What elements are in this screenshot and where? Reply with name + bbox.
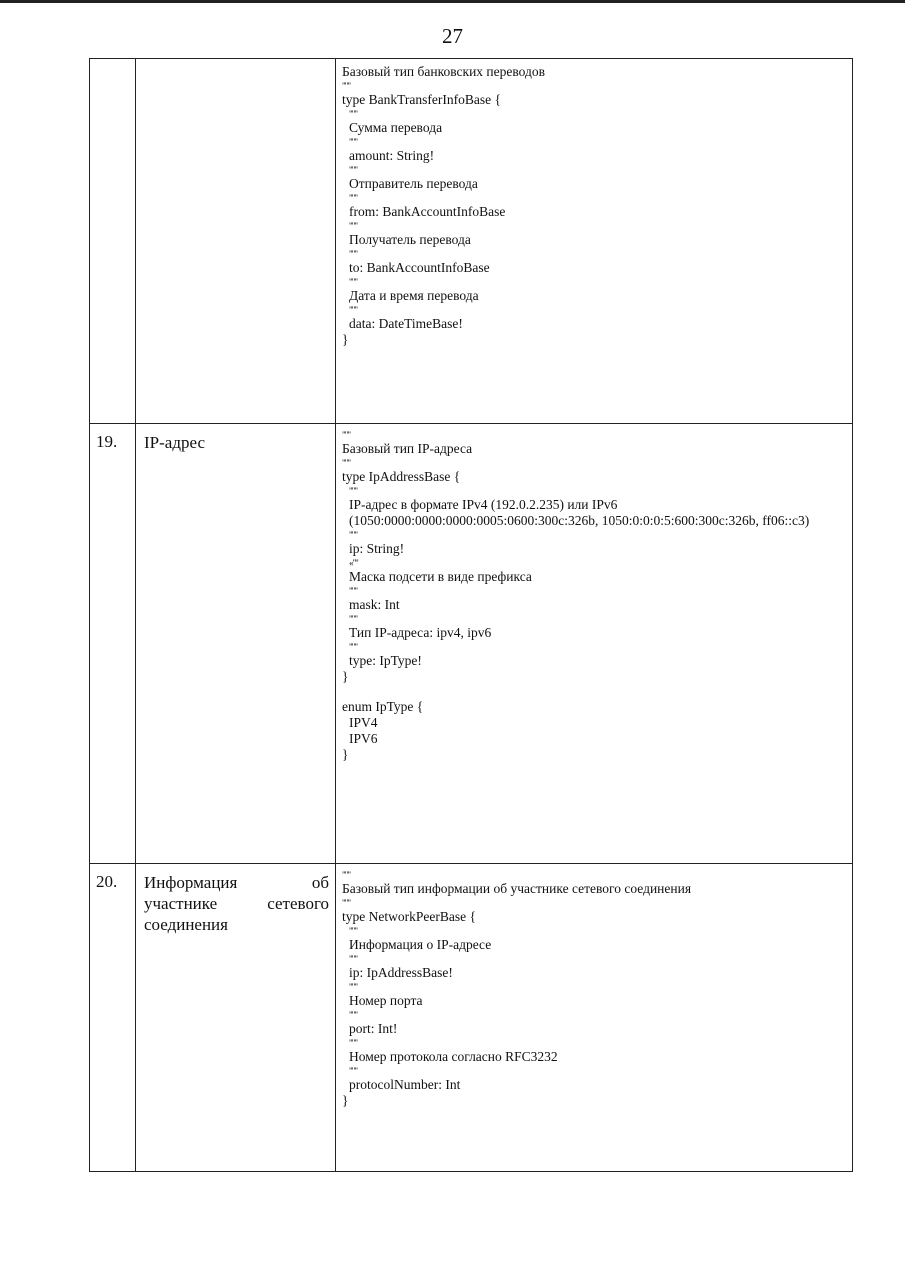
code-cell: [336, 59, 853, 424]
row-number-cell: 19.: [90, 424, 136, 864]
code-quote-marker: """: [349, 193, 358, 203]
code-quote-marker: """: [349, 1038, 358, 1048]
code-quote-marker: """: [349, 305, 358, 315]
code-quote-marker: """: [349, 277, 358, 287]
code-quote-marker: """: [349, 1066, 358, 1076]
page-number: 27: [442, 24, 463, 48]
row-number-cell: 20.: [90, 864, 136, 1172]
code-quote-marker: «"": [349, 558, 358, 568]
code-line: type IpAddressBase {: [342, 469, 461, 484]
code-line: Номер порта: [349, 993, 423, 1008]
code-gap: [342, 685, 848, 699]
code-line: port: Int!: [349, 1021, 398, 1036]
code-cell: [336, 424, 853, 864]
code-line: from: BankAccountInfoBase: [349, 204, 506, 219]
code-line: mask: Int: [349, 597, 400, 612]
code-line: IPV4: [349, 715, 378, 730]
code-quote-marker: """: [349, 165, 358, 175]
code-line: Маска подсети в виде префикса: [349, 569, 532, 584]
code-quote-marker: """: [342, 430, 351, 440]
code-line: }: [342, 747, 349, 762]
code-quote-marker: """: [349, 530, 358, 540]
code-quote-marker: """: [349, 642, 358, 652]
code-quote-marker: """: [342, 81, 351, 91]
code-line: type: IpType!: [349, 653, 422, 668]
code-line: Базовый тип банковских переводов: [342, 64, 546, 79]
code-line: Номер протокола согласно RFC3232: [349, 1049, 558, 1064]
code-line: Сумма перевода: [349, 120, 443, 135]
code-line: Базовый тип информации об участнике сетевого соединения: [342, 881, 692, 896]
code-quote-marker: """: [342, 898, 351, 908]
code-line: }: [342, 332, 349, 347]
code-line: Получатель перевода: [349, 232, 471, 247]
code-quote-marker: """: [349, 586, 358, 596]
code-line: Тип IP-адреса: ipv4, ipv6: [349, 625, 492, 640]
table-row: [90, 864, 853, 1172]
code-line: data: DateTimeBase!: [349, 316, 463, 331]
code-cell: [336, 864, 853, 1172]
code-line: }: [342, 1093, 349, 1108]
code-quote-marker: """: [349, 109, 358, 119]
code-quote-marker: """: [342, 458, 351, 468]
code-line: protocolNumber: Int: [349, 1077, 461, 1092]
code-line: Отправитель перевода: [349, 176, 478, 191]
code-quote-marker: """: [349, 249, 358, 259]
code-line: amount: String!: [349, 148, 435, 163]
code-line: enum IpType {: [342, 699, 424, 714]
code-quote-marker: """: [342, 870, 351, 880]
code-line: type NetworkPeerBase {: [342, 909, 476, 924]
table-row: [90, 59, 853, 424]
code-line: to: BankAccountInfoBase: [349, 260, 490, 275]
code-quote-marker: """: [349, 614, 358, 624]
code-quote-marker: """: [349, 486, 358, 496]
row-name-cell: Информация об участнике сетевого соединения: [136, 864, 336, 1172]
specification-table: [89, 58, 853, 1172]
code-line: Информация о IP-адресе: [349, 937, 492, 952]
top-rule: [0, 0, 905, 3]
code-line: }: [342, 669, 349, 684]
code-quote-marker: """: [349, 982, 358, 992]
code-line: ip: String!: [349, 541, 405, 556]
code-line: ip: IpAddressBase!: [349, 965, 453, 980]
code-line: type BankTransferInfoBase {: [342, 92, 501, 107]
row-number-cell: [90, 59, 136, 424]
code-line: IP-адрес в формате IPv4 (192.0.2.235) или IPv6 (1050:0000:0000:0000:0005:0600:300c:326b, 1050:0:0:0:5:600:300c:326b, ff06::c3): [349, 497, 810, 528]
code-line: Дата и время перевода: [349, 288, 479, 303]
code-quote-marker: """: [349, 221, 358, 231]
code-line: Базовый тип IP-адреса: [342, 441, 473, 456]
row-name-cell: IP-адрес: [136, 424, 336, 864]
code-quote-marker: """: [349, 1010, 358, 1020]
code-quote-marker: """: [349, 954, 358, 964]
row-name-cell: [136, 59, 336, 424]
table-row: [90, 424, 853, 864]
code-quote-marker: """: [349, 926, 358, 936]
code-quote-marker: """: [349, 137, 358, 147]
code-line: IPV6: [349, 731, 378, 746]
